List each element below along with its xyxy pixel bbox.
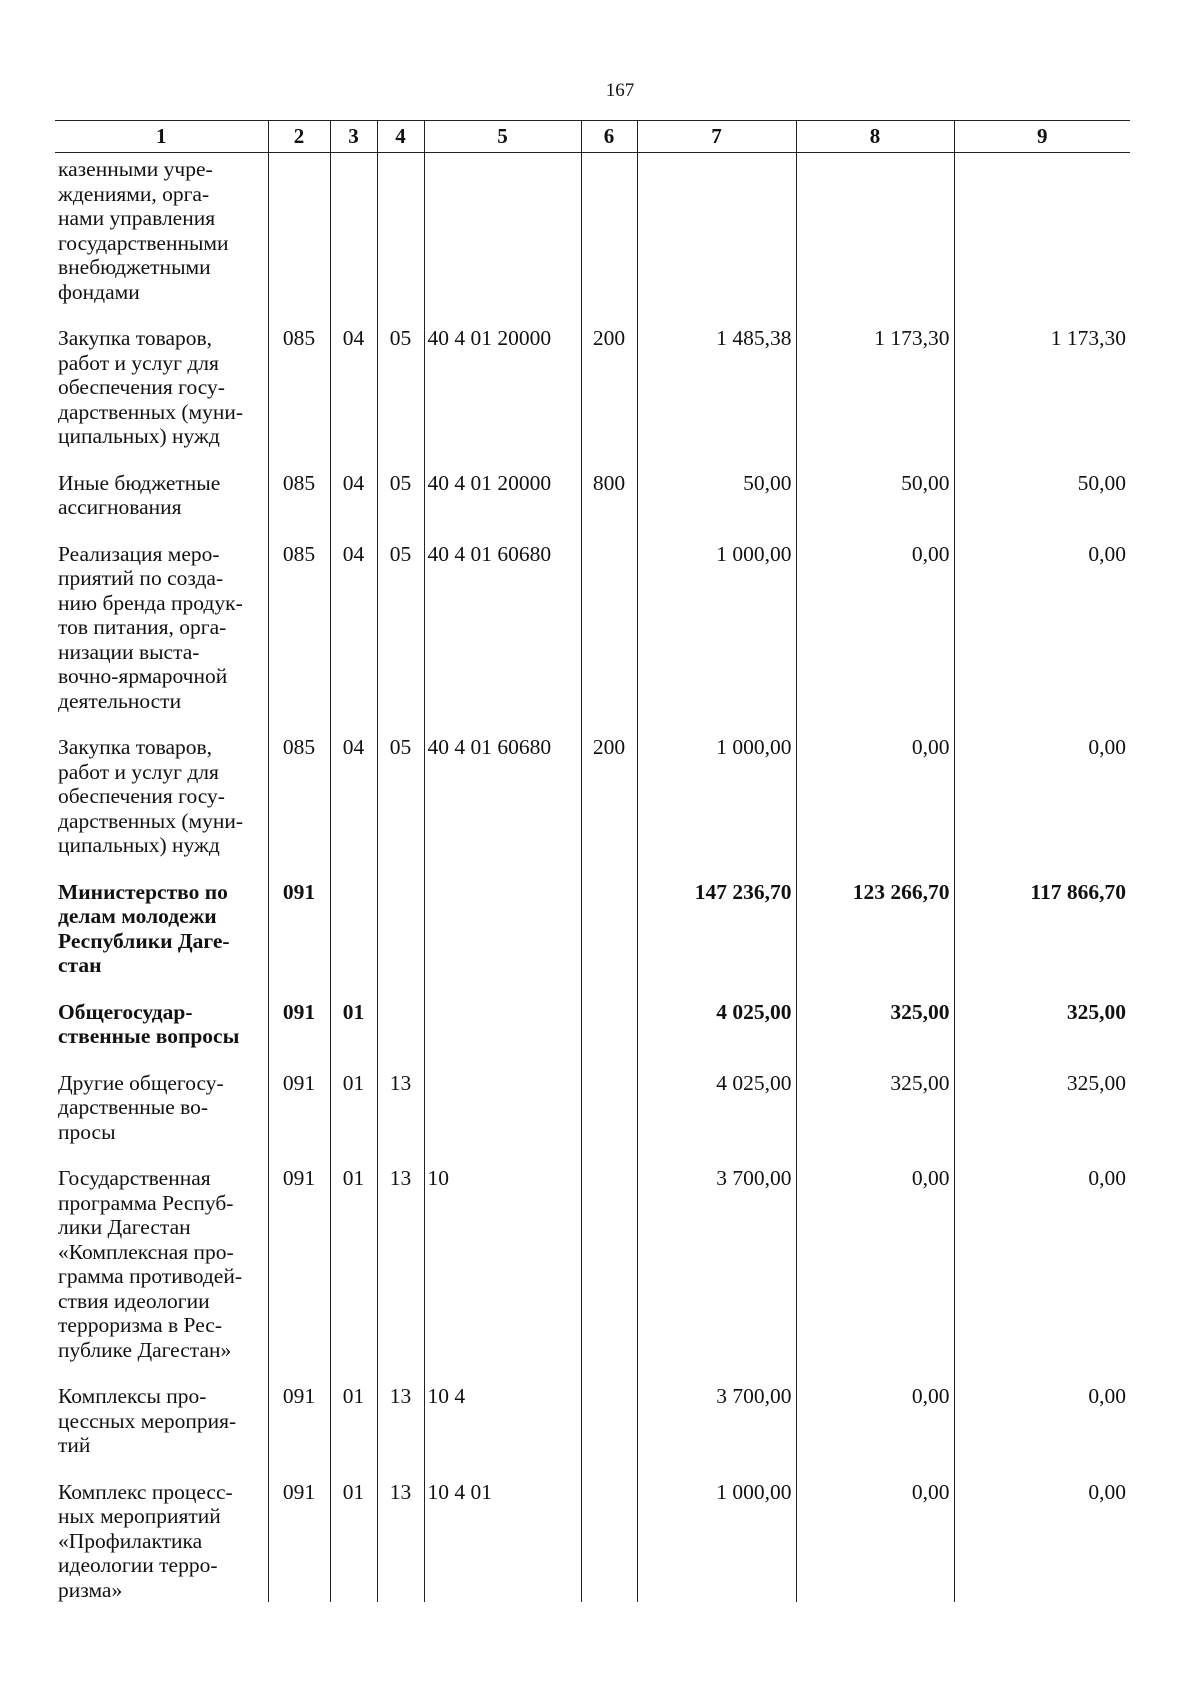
cell-name [55, 996, 268, 1067]
table-row [55, 731, 1130, 876]
cell-amount-7: 3 700,00 [637, 1380, 796, 1476]
cell-rz: 01 [330, 1380, 377, 1476]
cell-name [55, 876, 268, 996]
cell-csr [424, 876, 581, 996]
cell-rz: 04 [330, 731, 377, 876]
cell-name [55, 467, 268, 538]
cell-rz: 01 [330, 1067, 377, 1163]
cell-amount-9: 50,00 [954, 467, 1130, 538]
cell-amount-7: 1 000,00 [637, 538, 796, 732]
cell-rz [330, 876, 377, 996]
cell-amount-9: 117 866,70 [954, 876, 1130, 996]
cell-name [55, 1476, 268, 1603]
cell-amount-7: 1 000,00 [637, 731, 796, 876]
cell-gr: 085 [268, 538, 330, 732]
cell-rz: 04 [330, 538, 377, 732]
header-col-1: 1 [55, 121, 268, 153]
cell-gr: 091 [268, 1380, 330, 1476]
cell-vr: 200 [581, 731, 637, 876]
table-row [55, 1162, 1130, 1380]
header-row [55, 121, 1130, 153]
cell-amount-8: 325,00 [796, 996, 954, 1067]
table-row [55, 322, 1130, 467]
cell-amount-9: 1 173,30 [954, 322, 1130, 467]
cell-amount-9: 0,00 [954, 1476, 1130, 1603]
budget-table [55, 120, 1130, 1602]
cell-csr: 10 4 01 [424, 1476, 581, 1603]
row-name: казенными учре- ждениями, орга- нами управления государственными внебюджетными фондами [58, 157, 229, 304]
cell-csr: 10 [424, 1162, 581, 1380]
row-name: Закупка товаров, работ и услуг для обеспечения госу- дарственных (муни- ципальных) нужд [58, 326, 244, 448]
cell-gr: 091 [268, 1476, 330, 1603]
cell-gr: 085 [268, 731, 330, 876]
cell-csr [424, 1067, 581, 1163]
cell-gr: 091 [268, 876, 330, 996]
cell-name [55, 1162, 268, 1380]
cell-name [55, 1380, 268, 1476]
cell-gr: 085 [268, 322, 330, 467]
header-col-2: 2 [268, 121, 330, 153]
cell-amount-8 [796, 153, 954, 323]
cell-vr: 800 [581, 467, 637, 538]
cell-amount-8: 0,00 [796, 1380, 954, 1476]
cell-amount-7: 3 700,00 [637, 1162, 796, 1380]
cell-vr [581, 996, 637, 1067]
cell-amount-8: 50,00 [796, 467, 954, 538]
table-row [55, 467, 1130, 538]
cell-name [55, 538, 268, 732]
row-name: Государственная программа Респуб- лики Дагестан «Комплексная про- грамма противодей- ствия идеологии терроризма в Рес- публике Дагестан» [58, 1166, 242, 1362]
cell-pr: 13 [377, 1067, 424, 1163]
table-row [55, 996, 1130, 1067]
cell-pr [377, 996, 424, 1067]
cell-pr: 05 [377, 538, 424, 732]
cell-amount-9: 325,00 [954, 996, 1130, 1067]
row-name: Министерство по делам молодежи Республики Даге- стан [58, 879, 230, 977]
cell-gr [268, 153, 330, 323]
cell-name [55, 153, 268, 323]
cell-gr: 085 [268, 467, 330, 538]
row-name: Реализация меро- приятий по созда- нию бренда продук- тов питания, орга- низации выста- вочно-ярмарочной деятельности [58, 541, 243, 713]
cell-pr [377, 153, 424, 323]
cell-rz: 01 [330, 1476, 377, 1603]
cell-vr [581, 1067, 637, 1163]
cell-vr: 200 [581, 322, 637, 467]
cell-amount-8: 0,00 [796, 1162, 954, 1380]
header-col-7: 7 [637, 121, 796, 153]
header-col-9: 9 [954, 121, 1130, 153]
header-col-8: 8 [796, 121, 954, 153]
row-name: Другие общегосу- дарственные во- просы [58, 1070, 224, 1144]
cell-rz [330, 153, 377, 323]
cell-rz: 04 [330, 467, 377, 538]
row-name: Комплексы про- цессных мероприя- тий [58, 1384, 237, 1457]
cell-vr [581, 1476, 637, 1603]
table-row [55, 1380, 1130, 1476]
cell-csr [424, 996, 581, 1067]
header-col-6: 6 [581, 121, 637, 153]
cell-amount-7: 147 236,70 [637, 876, 796, 996]
cell-amount-9: 0,00 [954, 538, 1130, 732]
table-row [55, 153, 1130, 323]
row-name: Общегосудар- ственные вопросы [58, 999, 240, 1048]
cell-amount-7: 1 000,00 [637, 1476, 796, 1603]
cell-amount-8: 0,00 [796, 731, 954, 876]
cell-vr [581, 153, 637, 323]
cell-pr: 05 [377, 731, 424, 876]
cell-rz: 01 [330, 1162, 377, 1380]
cell-amount-8: 1 173,30 [796, 322, 954, 467]
cell-gr: 091 [268, 1067, 330, 1163]
table-row [55, 1067, 1130, 1163]
cell-vr [581, 876, 637, 996]
cell-rz: 01 [330, 996, 377, 1067]
header-col-3: 3 [330, 121, 377, 153]
row-name: Иные бюджетные ассигнования [58, 470, 221, 519]
cell-rz: 04 [330, 322, 377, 467]
cell-csr: 40 4 01 60680 [424, 731, 581, 876]
table-row [55, 1476, 1130, 1603]
cell-amount-7: 1 485,38 [637, 322, 796, 467]
cell-pr: 13 [377, 1162, 424, 1380]
cell-amount-8: 325,00 [796, 1067, 954, 1163]
cell-csr: 40 4 01 20000 [424, 322, 581, 467]
cell-amount-7: 4 025,00 [637, 996, 796, 1067]
cell-csr: 10 4 [424, 1380, 581, 1476]
table-row [55, 876, 1130, 996]
cell-amount-8: 123 266,70 [796, 876, 954, 996]
cell-csr [424, 153, 581, 323]
page-number: 167 [605, 80, 635, 101]
cell-amount-7 [637, 153, 796, 323]
header-col-4: 4 [377, 121, 424, 153]
table-body [55, 153, 1130, 1603]
cell-amount-7: 50,00 [637, 467, 796, 538]
cell-amount-8: 0,00 [796, 1476, 954, 1603]
table-row [55, 538, 1130, 732]
cell-gr: 091 [268, 996, 330, 1067]
cell-amount-9: 0,00 [954, 1162, 1130, 1380]
cell-amount-9: 0,00 [954, 731, 1130, 876]
row-name: Закупка товаров, работ и услуг для обеспечения госу- дарственных (муни- ципальных) нужд [58, 735, 244, 857]
cell-pr: 13 [377, 1380, 424, 1476]
cell-gr: 091 [268, 1162, 330, 1380]
row-name: Комплекс процесс- ных мероприятий «Профилактика идеологии терро- ризма» [58, 1479, 233, 1602]
cell-pr: 13 [377, 1476, 424, 1603]
cell-name [55, 1067, 268, 1163]
cell-amount-8: 0,00 [796, 538, 954, 732]
cell-vr [581, 1380, 637, 1476]
header-col-5: 5 [424, 121, 581, 153]
cell-vr [581, 1162, 637, 1380]
cell-pr: 05 [377, 322, 424, 467]
cell-vr [581, 538, 637, 732]
cell-amount-7: 4 025,00 [637, 1067, 796, 1163]
cell-amount-9: 325,00 [954, 1067, 1130, 1163]
cell-name [55, 322, 268, 467]
cell-amount-9: 0,00 [954, 1380, 1130, 1476]
cell-name [55, 731, 268, 876]
cell-pr [377, 876, 424, 996]
cell-pr: 05 [377, 467, 424, 538]
cell-csr: 40 4 01 60680 [424, 538, 581, 732]
cell-amount-9 [954, 153, 1130, 323]
cell-csr: 40 4 01 20000 [424, 467, 581, 538]
table-header [55, 121, 1130, 153]
